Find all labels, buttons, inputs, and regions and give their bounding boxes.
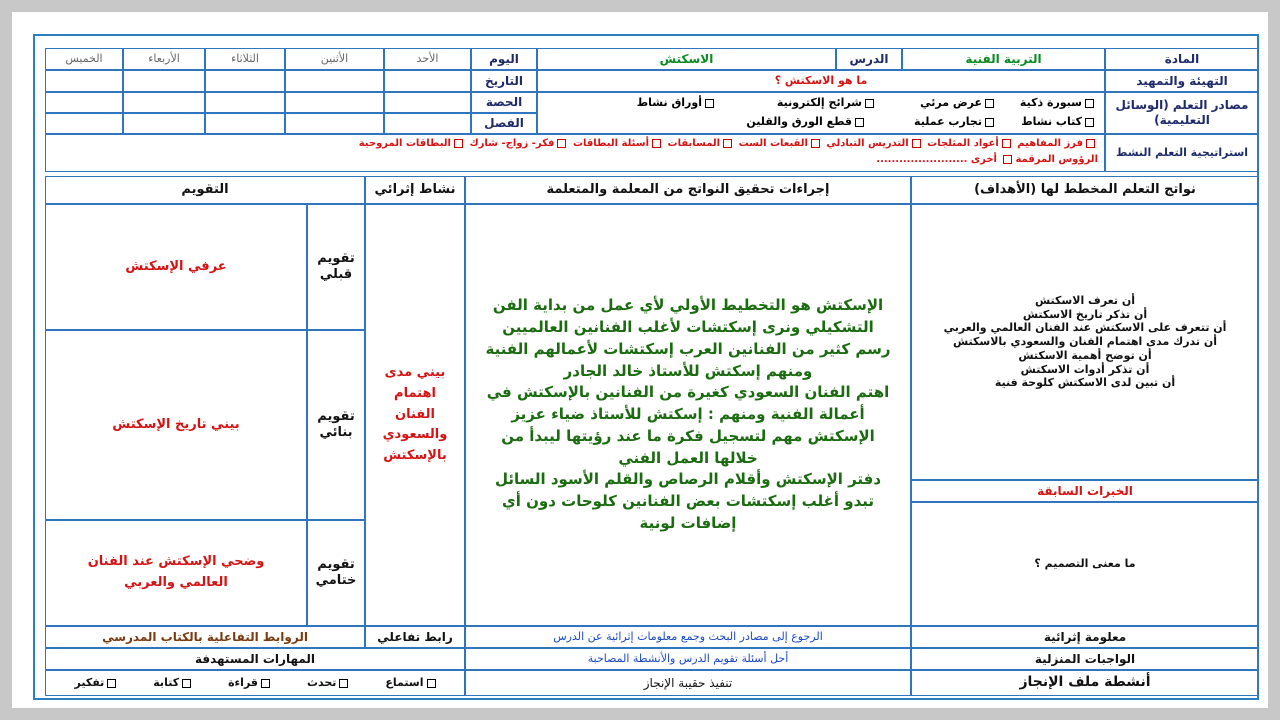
procedures-block <box>465 204 911 626</box>
period-label: الحصة <box>471 92 537 113</box>
class-cell-1 <box>384 113 471 134</box>
outcome-item: أن تبين لدى الاسكتش كلوحة فنية <box>994 376 1176 390</box>
eval-pre-label: تقويم قبلي <box>307 204 365 330</box>
strategy-reciprocal[interactable]: التدريس التبادلي <box>826 138 923 149</box>
skill-listening[interactable]: استماع <box>385 676 435 690</box>
skill-speaking[interactable]: تحدث <box>307 676 348 690</box>
lesson-label: الدرس <box>836 48 902 70</box>
date-label: التاريخ <box>471 70 537 92</box>
portfolio-text: تنفيذ حقيبة الإنجاز <box>465 670 911 696</box>
evaluation-header: التقويم <box>45 176 365 204</box>
outcome-item: أن تدرك مدى اهتمام الفنان والسعودي بالاسكتش <box>952 335 1218 349</box>
resource-experiments[interactable]: تجارب عملية <box>914 115 994 129</box>
prior-label: الخبرات السابقة <box>911 480 1259 502</box>
resources-options <box>537 92 1105 134</box>
day-monday: الأثنين <box>285 48 384 70</box>
outcome-item: أن تذكر تاريخ الاسكتش <box>1022 307 1148 321</box>
strategy-label: استراتيجية التعلم النشط <box>1105 134 1259 172</box>
class-cell-3 <box>205 113 285 134</box>
procedure-item: الإسكتش مهم لتسجيل فكرة ما عند رؤيتها ليبدأ من خلالها العمل الفني <box>501 426 875 467</box>
procedure-item: الإسكتش هو التخطيط الأولي لأي عمل من بداية الفن التشكيلي ونرى إسكتشات لأغلب الفنانين العالميين <box>492 296 884 337</box>
subject-value: التربية الفنية <box>902 48 1105 70</box>
textbook-links[interactable]: الروابط التفاعلية بالكتاب المدرسي <box>45 626 365 648</box>
date-cell-2 <box>285 70 384 92</box>
day-tuesday: الثلاثاء <box>205 48 285 70</box>
homework-label: الواجبات المنزلية <box>911 648 1259 670</box>
enrich-info-text: الرجوع إلى مصادر البحث وجمع معلومات إثرائية عن الدرس <box>465 626 911 648</box>
outcomes-header: نواتج التعلم المخطط لها (الأهداف) <box>911 176 1259 204</box>
outcome-item: أن تعرف الاسكتش <box>1035 293 1135 307</box>
page-frame <box>12 12 1268 708</box>
strategy-competitions[interactable]: المسابقات <box>668 138 736 149</box>
class-cell-4 <box>123 113 205 134</box>
intro-label: التهيئة والتمهيد <box>1105 70 1259 92</box>
period-cell-2 <box>285 92 384 113</box>
eval-mid-label: تقويم بنائي <box>307 330 365 520</box>
portfolio-label: أنشطة ملف الإنجاز <box>911 670 1259 696</box>
intro-question: ما هو الاسكتش ؟ <box>537 70 1105 92</box>
day-sunday: الأحد <box>384 48 471 70</box>
outcome-item: أن تتعرف على الاسكتش عند الفنان العالمي والعربي <box>943 321 1227 335</box>
enrichment-header: نشاط إثرائي <box>365 176 465 204</box>
outcomes-list <box>911 204 1259 480</box>
outcome-item: أن توضح أهمية الاسكتش <box>1018 348 1152 362</box>
strategy-numbered-heads[interactable]: الرؤوس المرقمة <box>1000 154 1098 165</box>
strategy-card-questions[interactable]: أسئلة البطاقات <box>573 138 664 149</box>
prior-question: ما معنى التصميم ؟ <box>911 502 1259 626</box>
procedure-item: اهتم الفنان السعودي كغيرة من الفنانين بالإسكتش في أعمالة الفنية ومنهم : إسكتش للأستاذ ضياء عزيز <box>486 383 890 424</box>
procedure-item: رسم كثير من الفنانين العرب إسكتشات لأعمالهم الفنية ومنهم إسكتش للأستاذ خالد الجادر <box>485 339 891 380</box>
day-thursday: الخميس <box>45 48 123 70</box>
skills-label: المهارات المستهدفة <box>45 648 465 670</box>
strategy-popsicle-sticks[interactable]: أعواد المثلجات <box>927 138 1014 149</box>
date-cell-1 <box>384 70 471 92</box>
resource-activity-book[interactable]: كتاب نشاط <box>1021 115 1094 129</box>
eval-pre-text: عرفي الإسكتش <box>45 204 307 330</box>
class-cell-5 <box>45 113 123 134</box>
resources-label: مصادر التعلم (الوسائل التعليمية) <box>1105 92 1259 134</box>
homework-text: أحل أسئلة تقويم الدرس والأنشطة المصاحبة <box>465 648 911 670</box>
interactive-link-label: رابط تفاعلي <box>365 626 465 648</box>
day-wednesday: الأربعاء <box>123 48 205 70</box>
subject-label: المادة <box>1105 48 1259 70</box>
procedures-header: إجراءات تحقيق النواتج من المعلمة والمتعلمة <box>465 176 911 204</box>
lesson-plan-sheet <box>33 34 1259 700</box>
resource-smartboard[interactable]: سبورة ذكية <box>1020 96 1094 110</box>
skill-thinking[interactable]: تفكير <box>75 676 117 690</box>
strategy-fan-cards[interactable]: البطاقات المروحية <box>359 138 466 149</box>
outcome-item: أن تذكر أدوات الاسكتش <box>1020 362 1150 376</box>
strategy-six-hats[interactable]: القبعات الست <box>739 138 823 149</box>
period-cell-5 <box>45 92 123 113</box>
day-label: اليوم <box>471 48 537 70</box>
strategy-think-pair-share[interactable]: فكر- زواج- شارك <box>469 138 569 149</box>
date-cell-4 <box>123 70 205 92</box>
resource-paper-pencil[interactable]: قطع الورق والقلين <box>746 115 864 129</box>
eval-final-label: تقويم ختامي <box>307 520 365 626</box>
resource-display[interactable]: عرض مرئي <box>920 96 994 110</box>
enrich-info-label: معلومة إثرائية <box>911 626 1259 648</box>
period-cell-3 <box>205 92 285 113</box>
skills-options <box>45 670 465 696</box>
skill-writing[interactable]: كتابة <box>153 676 191 690</box>
class-label: الفصل <box>471 113 537 134</box>
date-cell-5 <box>45 70 123 92</box>
strategy-other[interactable]: أخرى ........................ <box>876 154 997 165</box>
date-cell-3 <box>205 70 285 92</box>
skill-reading[interactable]: قراءة <box>228 676 270 690</box>
class-cell-2 <box>285 113 384 134</box>
lesson-title: الاسكتش <box>537 48 836 70</box>
period-cell-1 <box>384 92 471 113</box>
strategy-options <box>45 134 1105 172</box>
strategy-concept-sorting[interactable]: فرز المفاهيم <box>1017 138 1098 149</box>
eval-final-text: وضحي الإسكتش عند الفنان العالمي والعربي <box>45 520 307 626</box>
procedure-item: دفتر الإسكتش وأقلام الرصاص والقلم الأسود السائل <box>494 470 882 489</box>
period-cell-4 <box>123 92 205 113</box>
enrichment-text: بيني مدى اهتمام الفنان والسعودي بالإسكتش <box>365 204 465 626</box>
eval-mid-text: بيني تاريخ الإسكتش <box>45 330 307 520</box>
resource-worksheets[interactable]: أوراق نشاط <box>637 96 714 110</box>
procedure-item: تبدو أغلب إسكتشات بعض الفنانين كلوحات دون أي إضافات لونية <box>501 492 875 532</box>
resource-slides[interactable]: شرائح إلكترونية <box>777 96 874 110</box>
